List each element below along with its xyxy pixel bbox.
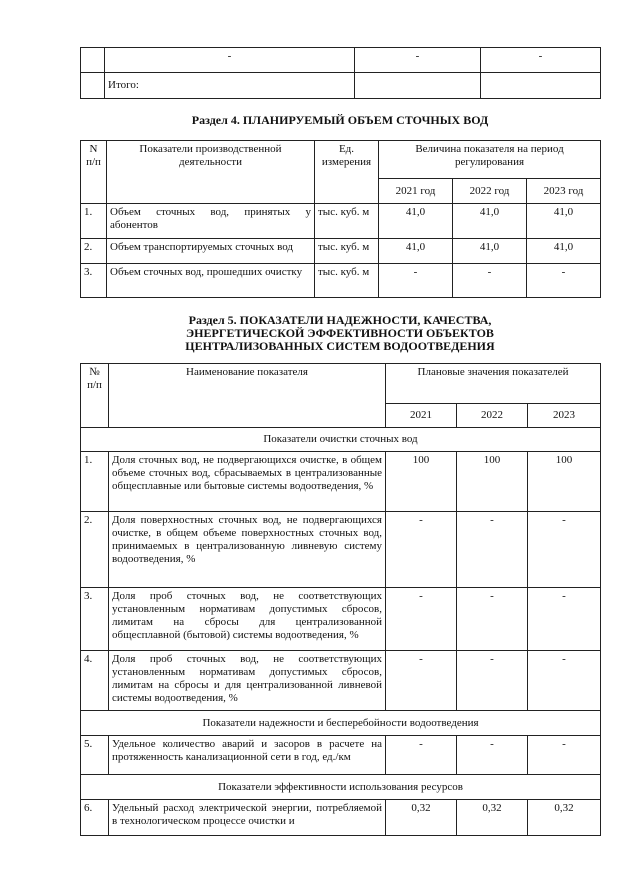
table-row: 2. Объем транспортируемых сточных вод тыс. куб. м 41,0 41,0 41,0: [81, 239, 601, 264]
header-row: N п/п Показатели производственной деятельности Ед. измерения Величина показателя на период регулирования: [81, 141, 601, 179]
table-row: 3. Объем сточных вод, прошедших очистку тыс. куб. м - - -: [81, 264, 601, 298]
table-row: 4. Доля проб сточных вод, не соответствующих установленным нормативам допустимых сбросов, лимитам на сбросы и для централизованной ливневой системы водоотведения, % - - -: [81, 651, 601, 711]
table-row: 6. Удельный расход электрической энергии, потребляемой в технологическом процессе очистки и 0,32 0,32 0,32: [81, 800, 601, 836]
section4-table: [80, 140, 601, 298]
table-row: 3. Доля проб сточных вод, не соответствующих установленным нормативам допустимых сбросов, лимитам на сбросы для централизованной общесплавной (бытовой) системы водоотведения, % - - -: [81, 588, 601, 651]
years-row: 2021 2022 2023: [81, 404, 601, 428]
header-row: № п/п Наименование показателя Плановые значения показателей: [81, 364, 601, 404]
total-label: Итого:: [105, 73, 355, 99]
years-row: 2021 год 2022 год 2023 год: [81, 179, 601, 204]
table-row: - - -: [81, 48, 601, 73]
total-row: [81, 73, 601, 99]
group-row: Показатели надежности и бесперебойности водоотведения: [81, 711, 601, 736]
continuation-table: [80, 47, 601, 99]
section5-title: Раздел 5. ПОКАЗАТЕЛИ НАДЕЖНОСТИ, КАЧЕСТВА, ЭНЕРГЕТИЧЕСКОЙ ЭФФЕКТИВНОСТИ ОБЪЕКТОВ ЦЕНТРАЛИЗОВАННЫХ СИСТЕМ ВОДООТВЕДЕНИЯ: [185, 313, 495, 353]
section5-table: [80, 363, 601, 836]
table-row: 2. Доля поверхностных сточных вод, не подвергающихся очистке, в общем объеме поверхностных сточных вод, принимаемых в централизованную ливневую систему водоотведения, % - - -: [81, 512, 601, 588]
section4-title: Раздел 4. ПЛАНИРУЕМЫЙ ОБЪЕМ СТОЧНЫХ ВОД: [191, 113, 489, 127]
table-row: 1. Доля сточных вод, не подвергающихся очистке, в общем объеме сточных вод, сбрасываемых в централизованные общесплавные или бытовые системы водоотведения, % 100 100 100: [81, 452, 601, 512]
group-row: Показатели очистки сточных вод: [81, 428, 601, 452]
table-row: 1. Объем сточных вод, принятых у абонентов тыс. куб. м 41,0 41,0 41,0: [81, 204, 601, 239]
group-row: Показатели эффективности использования ресурсов: [81, 775, 601, 800]
table-row: 5. Удельное количество аварий и засоров в расчете на протяженность канализационной сети в год, ед./км - - -: [81, 736, 601, 775]
